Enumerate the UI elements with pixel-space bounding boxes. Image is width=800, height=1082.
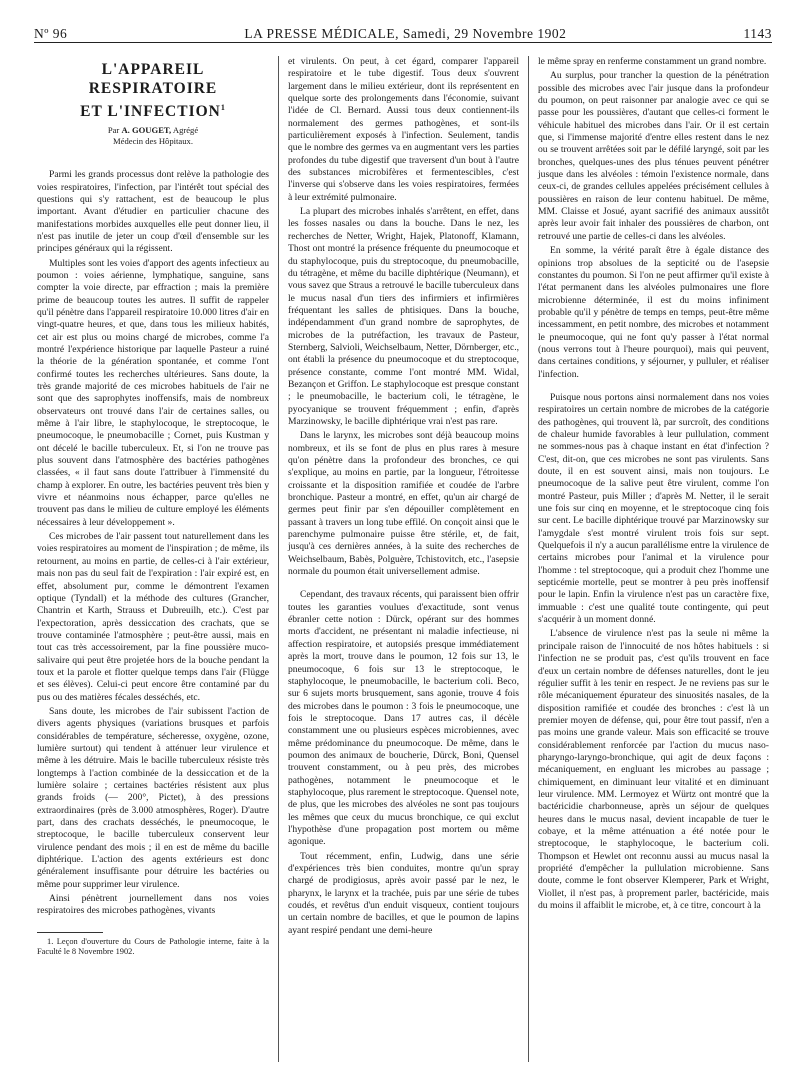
column-2 — [278, 56, 528, 1062]
col3-paragraph: En somme, la vérité paraît être à égale distance des opinions trop absolues de la septicité ou de l'asepsie constantes du poumon. Si l'on ne peut affirmer qu'il existe à l'état permanent dans les alvéoles pulmonaires une flore microbienne déterminée, il est du moins infiniment probable qu'il y pénètre de temps en temps, peut-être même incessamment, en petit nombre, des microbes et notamment le pneumocoque, qui ne font qu'y passer à l'état normal (nous verrons tout à l'heure pourquoi), mais qui peuvent, dans certaines conditions, y séjourner, y pulluler, et réaliser l'infection. — [538, 245, 769, 380]
col3-paragraph: le même spray en renferme constamment un grand nombre. — [538, 56, 767, 67]
col2-paragraph: La plupart des microbes inhalés s'arrêtent, en effet, dans les fosses nasales ou dans la bouche. Dans le nez, les recherches de Netter, Wright, Hajek, Platonoff, Klamann, Thost ont montré la présence fréquente du pneumocoque et du staphylocoque, puis du streptocoque, du pneumobacille, du tétragène, et même du bacille diphtérique (Neumann), et vous savez que Straus a retrouvé le bacille tuberculeux dans le mucus nasal d'un tiers des infirmiers et infirmières fréquentant les salles de phtisiques. Dans la bouche, indépendamment d'un grand nombre de saprophytes, de microbes de la putréfaction, les travaux de Pasteur, Sternberg, Salvioli, Weichselbaum, Netter, Dörnberger, etc., ont établi la présence du pneumocoque et du streptocoque, présence constante, comme l'ont montré MM. Widal, Bezançon et Griffon. Le staphylocoque est presque constant ; le pneumobacille, le bacterium coli, le tétragène, le pyocyanique se trouvent fréquemment ; enfin, d'après Marzinowsky, le bacille diphtérique vrai n'est pas rare. — [288, 206, 519, 427]
col1-paragraph: Parmi les grands processus dont relève la pathologie des voies respiratoires, l'infection, par l'intérêt tout spécial des questions qui s'y rattachent, est de beaucoup le plus important. Avant d'étudier en particulier chacune des manifestations morbides auxquelles elle peut donner lieu, il n'est pas inutile de jeter un coup d'œil d'ensemble sur les principes généraux qui la régissent. — [37, 169, 269, 255]
col2-paragraph: Dans le larynx, les microbes sont déjà beaucoup moins nombreux, et ils se font de plus en plus rares à mesure qu'on pénètre dans la profondeur des bronches, ce qui s'explique, au moins en partie, par la longueur, l'étroitesse croissante et la disposition ramifiée et coudée de l'arbre bronchique. Pasteur a montré, en effet, qu'un air chargé de germes peut finir par s'en dépouiller complètement en passant à travers un long tube effilé. On conçoit ainsi que le parenchyme pulmonaire puisse être stérile, et, de fait, jusqu'à ces dernières années, à la suite des recherches de Weichselbaum, Babès, Polguère, Tchistovitch, etc., l'asepsie normale du poumon était universellement admise. — [288, 430, 519, 578]
column-3 — [528, 56, 778, 1062]
col1-paragraph: Ainsi pénètrent journellement dans nos voies respiratoires des microbes pathogènes, vivants — [37, 893, 269, 917]
col1-paragraph: Sans doute, les microbes de l'air subissent l'action de divers agents physiques (variations brusques et parfois considérables de température, sécheresse, oxygène, ozone, lumière surtout) qui tendent à atténuer leur virulence et même à les détruire. Mais le bacille tuberculeux résiste très longtemps à l'action combinée de la dessiccation et de la lumière solaire ; certaines bactéries résistent aux plus grands froids (— 200°, Pictet), à des pressions extraordinaires (près de 3.000 atmosphères, Roger). D'autre part, dans des crachats desséchés, le pneumocoque, le streptocoque, le bacille tuberculeux conservent leur virulence pendant des mois ; il en est de même du bacille diphtérique. L'action des agents extérieurs est donc généralement insuffisante pour détruire les bactéries ou même pour supprimer leur virulence. — [37, 705, 269, 890]
col1-paragraph: Multiples sont les voies d'apport des agents infectieux au poumon : voies aérienne, lymphatique, sanguine, sans compter la voie directe, par effraction ; mais la première prime de beaucoup toutes les autres. Il suffit de rappeler qu'il pénètre dans l'appareil respiratoire 10.000 litres d'air en vingt-quatre heures, et que, dans tous les milieux habités, cet air est plus ou moins chargé de microbes, comme l'a montré l'expérience historique par laquelle Pasteur a ruiné la théorie de la génération spontanée, et comme l'ont confirmé toutes les recherches ultérieures. Sans doute, la très grande majorité de ces microbes habituels de l'air ne sont que des saprophytes inoffensifs, mais de nombreux observateurs ont trouvé dans l'air de certaines salles, ou même à l'air libre, le staphylocoque, le streptocoque, le pneumocoque, le pneumobacille ; Cornet, puis Kustman y ont décelé le bacille tuberculeux. Et, si l'on ne trouve pas plus souvent dans l'atmosphère des bactéries pathogènes classées, « il faut sans doute l'attribuer à l'immensité du champ à explorer. En outre, les bactéries peuvent très bien y vivre et néanmoins nous échapper, parce qu'elles ne trouvent pas dans le milieu de culture employé les éléments nécessaires à leur développement ». — [37, 257, 269, 528]
author-name: A. GOUGET, — [121, 125, 172, 136]
title-footnote-marker: 1 — [220, 103, 226, 112]
byline-prefix: Par — [107, 125, 120, 136]
col2-paragraph: et virulents. On peut, à cet égard, comparer l'appareil respiratoire et le tube digestif. Tous deux s'ouvrent largement dans le milieu extérieur, dont ils représentent en quelque sorte des prolongements dans l'économie, suivant l'idée de Cl. Bernard. Aussi tous deux contiennent-ils normalement des germes pathogènes, et sont-ils particulièrement exposés à l'infection. Seulement, tandis que le nombre des germes va en augmentant vers les parties profondes du tube digestif que traversent d'un bout à l'autre des substances microbifères et fermentescibles, c'est l'inverse qui s'observe dans les voies respiratoires, fermées à leur extrémité pulmonaire. — [288, 56, 519, 203]
title-line-1: L'APPAREIL RESPIRATOIRE — [88, 61, 218, 97]
col3-paragraph: Puisque nous portons ainsi normalement dans nos voies respiratoires un certain nombre de microbes de la catégorie des pathogènes, qui trouvent là, par surcroît, des conditions de chaleur humide favorables à leur pullulation, comment ne sommes-nous pas à chaque instant en état d'infection ? C'est, dit-on, que ces microbes ne sont pas virulents. Sans doute, il en est souvent ainsi, mais non toujours. Le pneumocoque de la salive peut être virulent, comme l'on montré Pasteur, puis Miller ; d'après M. Netter, il le serait une fois sur cinq en moyenne, et le streptocoque cinq fois sur cent. Le bacille diphtérique trouvé par Marzinowsky sur l'amygdale s'est montré virulent trois fois sur sept. Quelquefois il n'y a aucun parallélisme entre la virulence de certains microbes pour l'animal et la virulence pour l'homme : tel streptocoque, qui a produit chez l'homme une septicémie mortelle, peut se montrer à peu près inoffensif pour le lapin. Enfin la virulence n'est pas un caractère fixe, immuable : c'est une qualité toute contingente, qui peut s'acquérir à un moment donné. — [538, 391, 769, 626]
page-number: 1143 — [743, 26, 772, 41]
page-header — [34, 16, 772, 43]
title-line-2-text: ET L'INFECTION — [80, 103, 221, 121]
footnote: 1. Leçon d'ouverture du Cours de Pathologie interne, faite à la Faculté le 8 Novembre 1902. — [37, 936, 269, 957]
title-line-2 — [37, 98, 269, 121]
col2-paragraph: Tout récemment, enfin, Ludwig, dans une série d'expériences très bien conduites, montre qu'un spray chargé de prodigiosus, après avoir passé par le nez, le pharynx, le larynx et la trachée, puis par une série de tubes coudés, et revêtus d'un enduit visqueux, contient toujours un certain nombre de bacilles, et que le poumon de lapins ayant respiré pendant une demi-heure — [288, 850, 519, 936]
col3-paragraph: Au surplus, pour trancher la question de la pénétration possible des microbes avec l'air jusque dans la profondeur du poumon, on peut raisonner par analogie avec ce qui se passe pour les poussières, d'autant que celles-ci forment le véhicule habituel des microbes dans l'air. Or il est certain que, si l'immense majorité d'entre elles restent dans le nez ou se trouvent arrêtées soit par le défilé laryngé, soit par les bronches, quelques-unes des plus ténues peuvent pénétrer jusque dans les alvéoles : témoin l'existence normale, dans ceux-ci, de grandes cellules appelées précisément cellules à poussières en raison de leur contenu habituel. De même, MM. Claisse et Josué, ayant sacrifié des animaux aussitôt après leur avoir fait inhaler des poussières de charbon, ont retrouvé une partie de celles-ci dans les alvéoles. — [538, 70, 769, 242]
byline — [37, 125, 269, 136]
journal-title: LA PRESSE MÉDICALE, Samedi, 29 Novembre 1902 — [244, 26, 567, 41]
article-body — [28, 56, 778, 1062]
author-role: Agrégé — [172, 125, 199, 136]
col1-paragraph: Ces microbes de l'air passent tout naturellement dans les voies respiratoires au moment de l'inspiration ; de même, ils retournent, au moins en partie, de celles-ci à l'air extérieur, mais non pas du seul fait de l'expiration : l'air expiré est, en effet, absolument pur, comme le démontrent l'examen optique (Tyndall) et la méthode des cultures (Grancher, Chantrin et Karth, Strauss et Dubreuilh, etc.). C'est par l'expectoration, après dessiccation des crachats, que se trouve contaminée l'atmosphère ; peut-être aussi, mais en tout cas très accessoirement, par la fine poussière muco-salivaire qui peut être projetée hors de la bouche pendant la toux et la parole et flotter quelque temps dans l'air (Flügge et ses élèves). Celui-ci peut encore être contaminé par du pus ou des matières fécales desséchés, etc. — [37, 531, 269, 703]
column-1 — [28, 56, 278, 1062]
footnote-rule — [37, 932, 103, 933]
author-title: Médecin des Hôpitaux. — [113, 136, 193, 147]
issue-number: Nº 96 — [34, 26, 68, 41]
article-title — [37, 60, 269, 121]
col3-paragraph: L'absence de virulence n'est pas la seule ni même la principale raison de l'innocuité de nos hôtes habituels : si l'infection ne se produit pas, c'est qu'ils trouvent en face d'eux un certain nombre de défenses naturelles, dont le jeu régulier suffit à les tenir en respect. Je ne reviens pas sur le rôle mécaniquement épurateur des sinuosités nasales, de la disposition ramifiée et coudée des bronches : c'est là un premier moyen de défense, qui, pour être tout passif, n'en a pas moins une grande valeur. Mais son efficacité se trouve considérablement renforcée par l'action du mucus naso-pharyngo-laryngo-bronchique, qui agit de deux façons : mécaniquement, en engluant les microbes au passage ; chimiquement, en diminuant leur vitalité et en diminuant leur virulence. MM. Lermoyez et Würtz ont montré que la bactéricidie charbonneuse, après un séjour de quelques heures dans le mucus nasal, devient incapable de tuer le cobaye, et la même atténuation a été notée pour le streptocoque, le staphylocoque, le bacterium coli. Thompson et Hewlet ont reconnu aussi au mucus nasal la propriété d'empêcher la pullulation microbienne. Sans doute, comme le font observer Klemperer, Park et Wright, Viollet, il n'est pas, à proprement parler, bactéricide, mais du moins il affaiblit le microbe, et, à ce titre, concourt à la — [538, 628, 769, 912]
col2-paragraph: Cependant, des travaux récents, qui paraissent bien offrir toutes les garanties voulues d'exactitude, sont venus ébranler cette notion : Dürck, opérant sur des hommes morts d'accident, ne présentant ni maladie infectieuse, ni affection respiratoire, et autopsiés presque immédiatement après la mort, trouve dans le poumon, 12 fois sur 13, le pneumocoque, 6 fois sur 13 le streptocoque, le staphylocoque, le pneumobacille, le bacterium coli. Beco, sur 6 sujets morts brusquement, sans agonie, trouve 4 fois des microbes dans le poumon : 3 fois le pneumocoque, une fois le streptocoque. Dans 17 autres cas, il décèle constamment une ou plusieurs espèces microbiennes, avec même prédominance du pneumocoque. De même, dans le poumon des animaux de boucherie, Dürck, Boni, Quensel trouvent constamment, ou à peu près, des microbes pathogènes, notamment le pneumocoque et le staphylocoque, plus rarement le streptocoque. Quensel note, de plus, que les microbes des alvéoles ne sont pas toujours les mêmes que ceux du mucus bronchique, ce qui exclut l'hypothèse d'une propagation post mortem ou même agonique. — [288, 589, 519, 848]
